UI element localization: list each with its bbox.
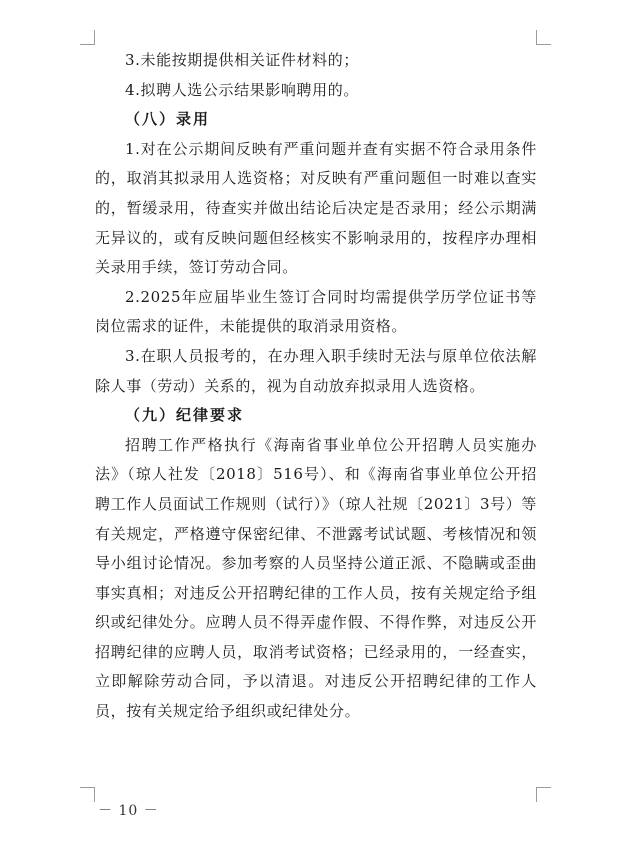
document-body	[95, 46, 537, 727]
crop-mark-top-right	[536, 30, 551, 45]
paragraph: 3.在职人员报考的，在办理入职手续时无法与原单位依法解除人事（劳动）关系的，视为自动放弃拟录用人选资格。	[95, 346, 537, 395]
section-heading-discipline: （九）纪律要求	[125, 406, 245, 425]
page-number: － 10 －	[98, 803, 159, 819]
paragraph: 招聘工作严格执行《海南省事业单位公开招聘人员实施办法》（琼人社发〔2018〕516号）、和《海南省事业单位公开招聘工作人员面试工作规则（试行）》（琼人社规〔2021〕3号）等有关规定，严格遵守保密纪律、不泄露考试试题、考核情况和领导小组讨论情况。参加考察的人员坚持公道正派、不隐瞒或歪曲事实真相；对违反公开招聘纪律的工作人员，按有关规定给予组织或纪律处分。应聘人员不得弄虚作假、不得作弊，对违反公开招聘纪律的应聘人员，取消考试资格；已经录用的，一经查实，立即解除劳动合同，予以清退。对违反公开招聘纪律的工作人员，按有关规定给予组织或纪律处分。	[95, 435, 537, 721]
crop-mark-bottom-right	[536, 787, 551, 802]
paragraph: 3.未能按期提供相关证件材料的；	[125, 51, 359, 69]
section-heading-hiring: （八）录用	[125, 110, 211, 129]
paragraph: 1.对在公示期间反映有严重问题并查有实据不符合录用条件的，取消其拟录用人选资格；对反映有严重问题但一时难以查实的，暂缓录用，待查实并做出结论后决定是否录用；经公示期满无异议的，或有反映问题但经核实不影响录用的，按程序办理相关录用手续，签订劳动合同。	[95, 139, 537, 277]
crop-mark-bottom-left	[80, 787, 95, 802]
paragraph: 4.拟聘人选公示结果影响聘用的。	[125, 80, 359, 99]
crop-mark-top-left	[80, 30, 95, 45]
paragraph: 2.2025年应届毕业生签订合同时均需提供学历学位证书等岗位需求的证件，未能提供的取消录用资格。	[95, 287, 537, 336]
